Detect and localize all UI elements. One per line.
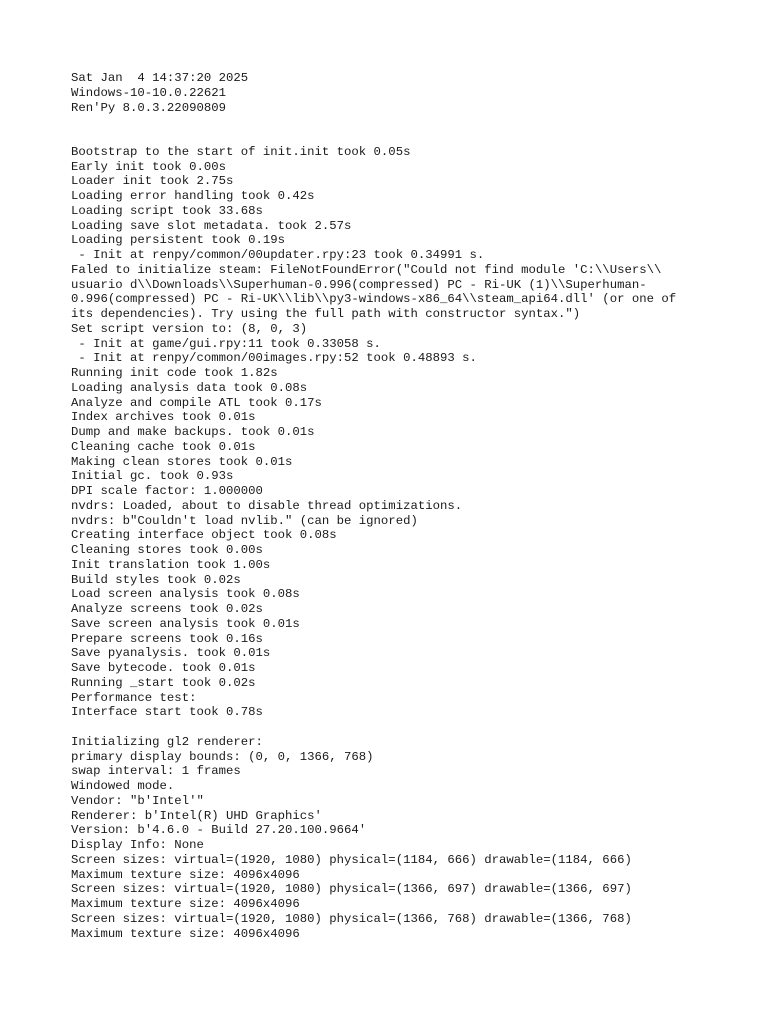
log-line: Loading error handling took 0.42s: [71, 189, 315, 203]
log-line: Loading analysis data took 0.08s: [71, 380, 308, 395]
log-line: Init translation took 1.00s: [71, 557, 271, 572]
log-line: Maximum texture size: 4096x4096: [71, 867, 300, 882]
log-line: nvdrs: b"Couldn't load nvlib." (can be ignored): [71, 513, 418, 528]
log-line: Ren'Py 8.0.3.22090809: [71, 100, 226, 115]
log-line: - Init at renpy/common/00updater.rpy:23 took 0.34991 s.: [71, 248, 485, 262]
log-line: Index archives took 0.01s: [71, 410, 256, 425]
log-line: Maximum texture size: 4096x4096: [71, 897, 300, 911]
log-line: Analyze screens took 0.02s: [71, 602, 263, 616]
log-line: - Init at game/gui.rpy:11 took 0.33058 s.: [71, 336, 381, 351]
log-line: Build styles took 0.02s: [71, 572, 241, 587]
log-line: [71, 720, 711, 735]
log-line: Sat Jan 4 14:37:20 2025: [71, 71, 249, 85]
log-line: Save bytecode. took 0.01s: [71, 661, 256, 675]
log-line: Initializing gl2 renderer:: [71, 734, 263, 749]
log-line: Save pyanalysis. took 0.01s: [71, 646, 271, 661]
log-line: Making clean stores took 0.01s: [71, 454, 293, 469]
log-line: its dependencies). Try using the full path with constructor syntax."): [71, 307, 581, 321]
log-line: Running _start took 0.02s: [71, 675, 256, 690]
log-line: primary display bounds: (0, 0, 1366, 768): [71, 749, 374, 764]
log-line: Screen sizes: virtual=(1920, 1080) physical=(1366, 697) drawable=(1366, 697): [71, 882, 632, 897]
log-line: Performance test:: [71, 690, 197, 705]
log-line: Loading script took 33.68s: [71, 203, 263, 218]
log-line: [71, 115, 711, 130]
log-line: Bootstrap to the start of init.init took 0.05s: [71, 144, 411, 159]
log-line: Prepare screens took 0.16s: [71, 631, 263, 646]
log-line: Cleaning cache took 0.01s: [71, 439, 256, 454]
log-line: Early init took 0.00s: [71, 159, 226, 174]
log-line: nvdrs: Loaded, about to disable thread optimizations.: [71, 498, 463, 513]
log-line: Creating interface object took 0.08s: [71, 528, 337, 543]
log-text: [71, 71, 711, 941]
log-line: Renderer: b'Intel(R) UHD Graphics': [71, 808, 322, 823]
log-line: Windowed mode.: [71, 779, 175, 793]
log-line: Maximum texture size: 4096x4096: [71, 926, 300, 941]
log-line: Version: b'4.6.0 - Build 27.20.100.9664': [71, 823, 367, 838]
log-line: Set script version to: (8, 0, 3): [71, 321, 308, 336]
log-line: Interface start took 0.78s: [71, 705, 263, 720]
log-line: Load screen analysis took 0.08s: [71, 587, 300, 602]
log-line: [71, 130, 711, 145]
log-line: Analyze and compile ATL took 0.17s: [71, 395, 322, 410]
log-line: Display Info: None: [71, 838, 204, 852]
log-line: 0.996(compressed) PC - Ri-UK\\lib\\py3-windows-x86_64\\steam_api64.dll' (or one of: [71, 292, 677, 307]
log-line: swap interval: 1 frames: [71, 764, 241, 779]
log-line: - Init at renpy/common/00images.rpy:52 took 0.48893 s.: [71, 351, 477, 366]
log-line: Vendor: "b'Intel'": [71, 793, 204, 808]
log-line: Windows-10-10.0.22621: [71, 85, 226, 100]
log-line: Running init code took 1.82s: [71, 366, 278, 380]
log-line: Loading persistent took 0.19s: [71, 233, 286, 248]
log-line: Loading save slot metadata. took 2.57s: [71, 218, 352, 233]
log-line: DPI scale factor: 1.000000: [71, 484, 263, 498]
log-line: Screen sizes: virtual=(1920, 1080) physical=(1366, 768) drawable=(1366, 768): [71, 911, 632, 926]
log-line: Initial gc. took 0.93s: [71, 469, 234, 484]
log-line: Screen sizes: virtual=(1920, 1080) physical=(1184, 666) drawable=(1184, 666): [71, 852, 632, 867]
log-line: usuario d\\Downloads\\Superhuman-0.996(compressed) PC - Ri-UK (1)\\Superhuman-: [71, 277, 647, 292]
log-line: Save screen analysis took 0.01s: [71, 616, 300, 631]
log-line: Cleaning stores took 0.00s: [71, 543, 263, 557]
log-line: Loader init took 2.75s: [71, 174, 234, 189]
log-line: Faled to initialize steam: FileNotFoundError("Could not find module 'C:\\Users\\: [71, 262, 662, 277]
log-line: Dump and make backups. took 0.01s: [71, 425, 315, 439]
